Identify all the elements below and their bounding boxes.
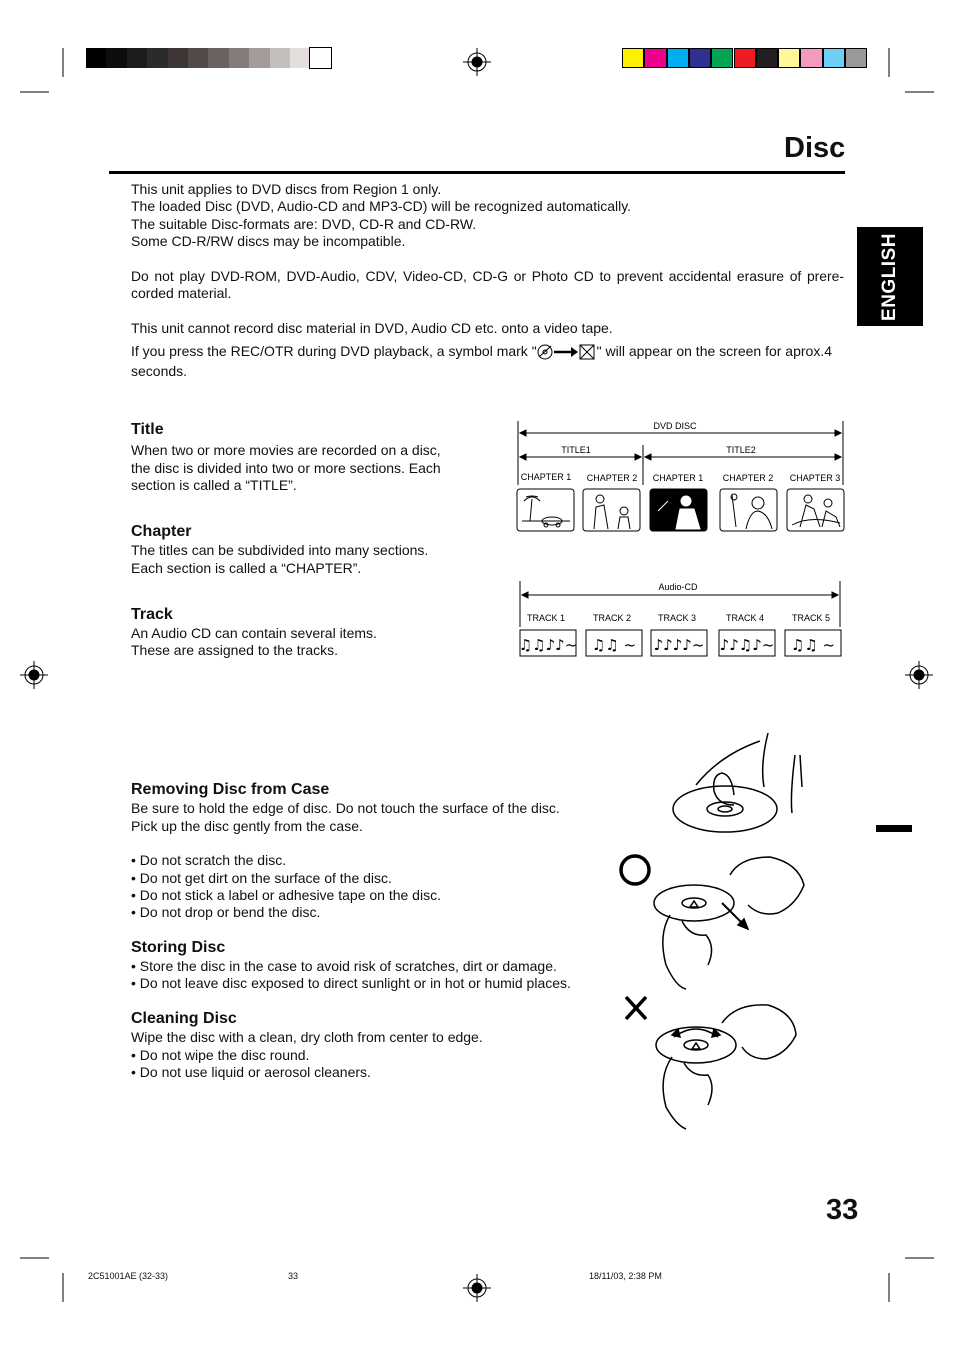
dvd-chapter-label: CHAPTER 1 [520, 472, 572, 482]
dvd-chapter-label: CHAPTER 2 [586, 473, 638, 483]
chapter-text-1: The titles can be subdivided into many sections. [131, 542, 429, 558]
dvd-title-1-label: TITLE1 [561, 445, 591, 455]
care-bullet-4: • Do not drop or bend the disc. [131, 904, 321, 920]
track-label: TRACK 3 [657, 613, 697, 623]
dvd-structure-diagram [510, 415, 850, 537]
care-bullet-3: • Do not stick a label or adhesive tape on the disc. [131, 887, 441, 903]
title-text-2: the disc is divided into two or more sections. Each [131, 460, 441, 476]
registration-target-bottom [463, 1274, 491, 1302]
intro-line-1: This unit applies to DVD discs from Region 1 only. [131, 181, 442, 197]
storing-disc-text-1: • Store the disc in the case to avoid risk of scratches, dirt or damage. [131, 958, 557, 974]
registration-target-left [20, 661, 48, 689]
warning-line-2: corded material. [131, 285, 232, 301]
music-notes-icon: ♫♫♪♪~ [518, 636, 578, 654]
record-line-3: seconds. [131, 363, 188, 379]
footer-document-code: 2C51001AE (32-33) [88, 1271, 169, 1281]
dvd-chapter-label: CHAPTER 3 [789, 473, 841, 483]
audio-cd-label: Audio-CD [658, 582, 698, 592]
page-number: 33 [826, 1194, 859, 1226]
chapter-thumbnail-action [787, 489, 844, 531]
hand-holding-disc-illustration [673, 733, 802, 832]
intro-line-4: Some CD-R/RW discs may be incompatible. [131, 233, 406, 249]
music-notes-icon: ♫♫ ~ [591, 636, 637, 654]
audio-cd-structure-diagram [510, 575, 850, 660]
cleaning-disc-text-2: • Do not wipe the disc round. [131, 1047, 310, 1063]
footer-date: 18/11/03, 2:38 PM [589, 1271, 662, 1281]
chapter-thumbnail-beach [517, 489, 574, 531]
chapter-heading: Chapter [131, 523, 192, 540]
chapter-thumbnail-couple [583, 489, 640, 531]
footer-page: 33 [288, 1271, 299, 1281]
language-tab-label: ENGLISH [879, 232, 900, 321]
wrong-cleaning-illustration [626, 997, 796, 1129]
title-text-1: When two or more movies are recorded on a disc, [131, 442, 441, 458]
care-bullet-2: • Do not get dirt on the surface of the disc. [131, 870, 392, 886]
chapter-thumbnail-dark [650, 489, 707, 531]
track-label: TRACK 5 [791, 613, 831, 623]
title-rule [109, 171, 845, 174]
record-line-2b: " will appear on the screen for aprox.4 [596, 343, 832, 359]
dvd-disc-label: DVD DISC [653, 421, 697, 431]
music-notes-icon: ♪♪♪♪~ [653, 636, 705, 654]
music-notes-icon: ♪♪♫♪~ [719, 636, 775, 654]
music-notes-icon: ♫♫ ~ [790, 636, 836, 654]
chapter-thumbnail-portrait [720, 489, 777, 531]
removing-disc-text-2: Pick up the disc gently from the case. [131, 818, 363, 834]
storing-disc-heading: Storing Disc [131, 939, 226, 956]
correct-cleaning-illustration [621, 856, 804, 989]
registration-target-top [463, 48, 491, 76]
care-bullet-1: • Do not scratch the disc. [131, 852, 287, 868]
dvd-chapter-label: CHAPTER 2 [722, 473, 774, 483]
storing-disc-text-2: • Do not leave disc exposed to direct sunlight or in hot or humid places. [131, 975, 571, 991]
language-tab [857, 227, 923, 326]
track-text-2: These are assigned to the tracks. [131, 642, 338, 658]
record-line-2 [131, 342, 832, 361]
title-text-3: section is called a “TITLE”. [131, 477, 297, 493]
chapter-text-2: Each section is called a “CHAPTER”. [131, 560, 362, 576]
track-label: TRACK 4 [725, 613, 765, 623]
removing-disc-text-1: Be sure to hold the edge of disc. Do not touch the surface of the disc. [131, 800, 560, 816]
dvd-title-2-label: TITLE2 [726, 445, 756, 455]
warning-line-1: Do not play DVD-ROM, DVD-Audio, CDV, Video-CD, CD-G or Photo CD to prevent accidental erasure of prere- [131, 268, 844, 284]
track-label: TRACK 2 [592, 613, 632, 623]
record-line-2a: If you press the REC/OTR during DVD playback, a symbol mark " [131, 343, 537, 359]
section-tab-marker [876, 825, 912, 832]
cleaning-disc-text-1: Wipe the disc with a clean, dry cloth from center to edge. [131, 1029, 483, 1045]
track-label: TRACK 1 [526, 613, 566, 623]
page-title: Disc [784, 132, 846, 164]
title-heading: Title [131, 421, 164, 438]
track-text-1: An Audio CD can contain several items. [131, 625, 377, 641]
record-line-1: This unit cannot record disc material in DVD, Audio CD etc. onto a video tape. [131, 320, 613, 336]
no-record-symbol-icon [537, 342, 597, 360]
removing-disc-heading: Removing Disc from Case [131, 781, 330, 798]
registration-target-right [905, 661, 933, 689]
dvd-chapter-label: CHAPTER 1 [652, 473, 704, 483]
cleaning-disc-heading: Cleaning Disc [131, 1010, 237, 1027]
cleaning-disc-text-3: • Do not use liquid or aerosol cleaners. [131, 1064, 371, 1080]
intro-line-3: The suitable Disc-formats are: DVD, CD-R and CD-RW. [131, 216, 477, 232]
disc-handling-illustrations [610, 725, 820, 1135]
track-heading: Track [131, 606, 173, 623]
intro-line-2: The loaded Disc (DVD, Audio-CD and MP3-CD) will be recognized automatically. [131, 198, 632, 214]
